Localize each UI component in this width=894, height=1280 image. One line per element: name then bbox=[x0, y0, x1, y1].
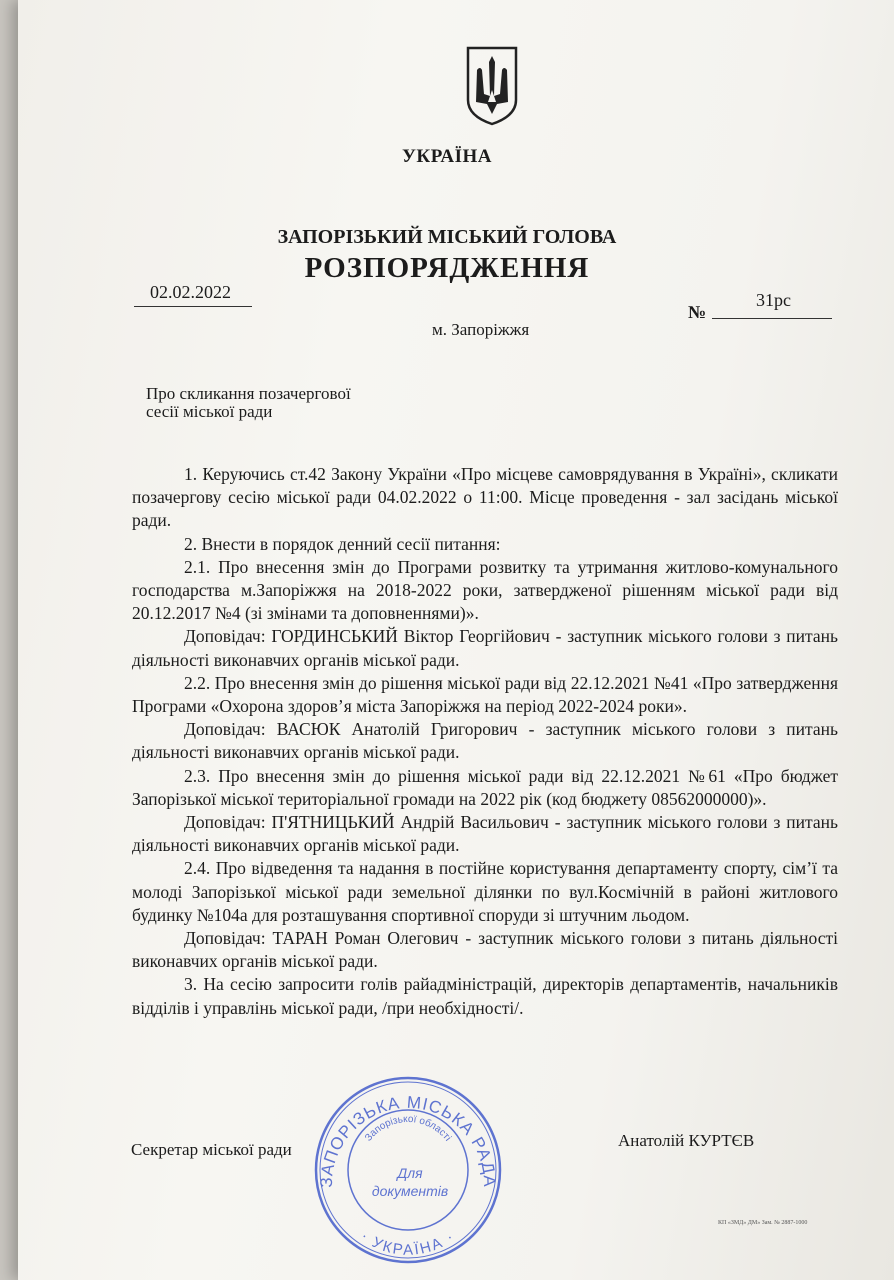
stamp-center-line: Для bbox=[397, 1165, 423, 1181]
paragraph: Доповідач: ВАСЮК Анатолій Григорович - заступник міського голови з питань діяльності виконавчих органів міської ради. bbox=[132, 719, 838, 763]
stamp-center-line: документів bbox=[371, 1183, 449, 1199]
stamp-outer-text: ЗАПОРІЗЬКА МІСЬКА РАДА bbox=[316, 1092, 500, 1188]
city-line: м. Запоріжжя bbox=[432, 320, 530, 339]
signatory-title: Секретар міської ради bbox=[131, 1140, 292, 1159]
paragraph: 3. На сесію запросити голів райадміністрацій, директорів департаментів, начальників відділів і управлінь міської ради, /при необхідності/. bbox=[132, 974, 838, 1018]
paragraph: 2.4. Про відведення та надання в постійне користування департаменту спорту, сім’ї та молоді Запорізької міської ради земельної ділянки по вул.Космічній в районі житлового будинку №104а для розташування спортивної споруди зі штучним льодом. bbox=[132, 858, 838, 925]
paragraph: 2.3. Про внесення змін до рішення міської ради від 22.12.2021 №61 «Про бюджет Запорізької міської територіальної громади на 2022 рік (код бюджету 08562000000)». bbox=[132, 765, 838, 809]
subject-line: Про скликання позачергової bbox=[146, 384, 351, 403]
paragraph: 2.2. Про внесення змін до рішення міської ради від 22.12.2021 №41 «Про затвердження Програми «Охорона здоров’я міста Запоріжжя на період 2022-2024 роки». bbox=[132, 672, 838, 717]
stamp-inner-text: Запорізької області bbox=[363, 1113, 454, 1144]
country-heading: УКРАЇНА bbox=[401, 146, 492, 167]
trident-emblem-icon bbox=[464, 44, 520, 126]
paragraph: Доповідач: П'ЯТНИЦЬКИЙ Андрій Васильович - заступник міського голови з питань діяльності виконавчих органів міської ради. bbox=[132, 812, 838, 856]
document-number: 31рс bbox=[756, 290, 791, 310]
document-date: 02.02.2022 bbox=[150, 282, 231, 302]
subject-block bbox=[146, 385, 351, 421]
stamp-bottom-text: · УКРАЇНА · bbox=[357, 1227, 459, 1259]
print-code: КП «ЗМД» ДМ» Зам. № 2887-1000 bbox=[718, 1220, 808, 1226]
subject-line: сесії міської ради bbox=[146, 402, 273, 421]
paragraph: Доповідач: ГОРДИНСЬКИЙ Віктор Георгійович - заступник міського голови з питань діяльності виконавчих органів міської ради. bbox=[132, 626, 838, 670]
date-underline bbox=[134, 306, 252, 307]
paragraph: Доповідач: ТАРАН Роман Олегович - заступник міського голови з питань діяльності виконавчих органів міської ради. bbox=[132, 928, 838, 972]
document-body bbox=[132, 463, 838, 1020]
paragraph: 2.1. Про внесення змін до Програми розвитку та утримання житлово-комунального господарства м.Запоріжжя на 2018-2022 роки, затвердженої рішенням міської ради від 20.12.2017 №4 (зі змінами та доповненнями)». bbox=[132, 556, 838, 624]
official-heading: ЗАПОРІЗЬКИЙ МІСЬКИЙ ГОЛОВА bbox=[277, 226, 617, 248]
number-sign: № bbox=[688, 302, 707, 322]
paragraph: 1. Керуючись ст.42 Закону України «Про місцеве самоврядування в Україні», скликати позачергову сесію міської ради 04.02.2022 о 11:00. Місце проведення - зал засідань міської ради. bbox=[132, 464, 838, 531]
signatory-name: Анатолій КУРТЄВ bbox=[618, 1131, 755, 1150]
paragraph: 2. Внести в порядок денний сесії питання: bbox=[184, 533, 501, 554]
number-underline bbox=[712, 318, 832, 319]
official-stamp bbox=[312, 1074, 504, 1266]
document-type-heading: РОЗПОРЯДЖЕННЯ bbox=[304, 252, 590, 284]
